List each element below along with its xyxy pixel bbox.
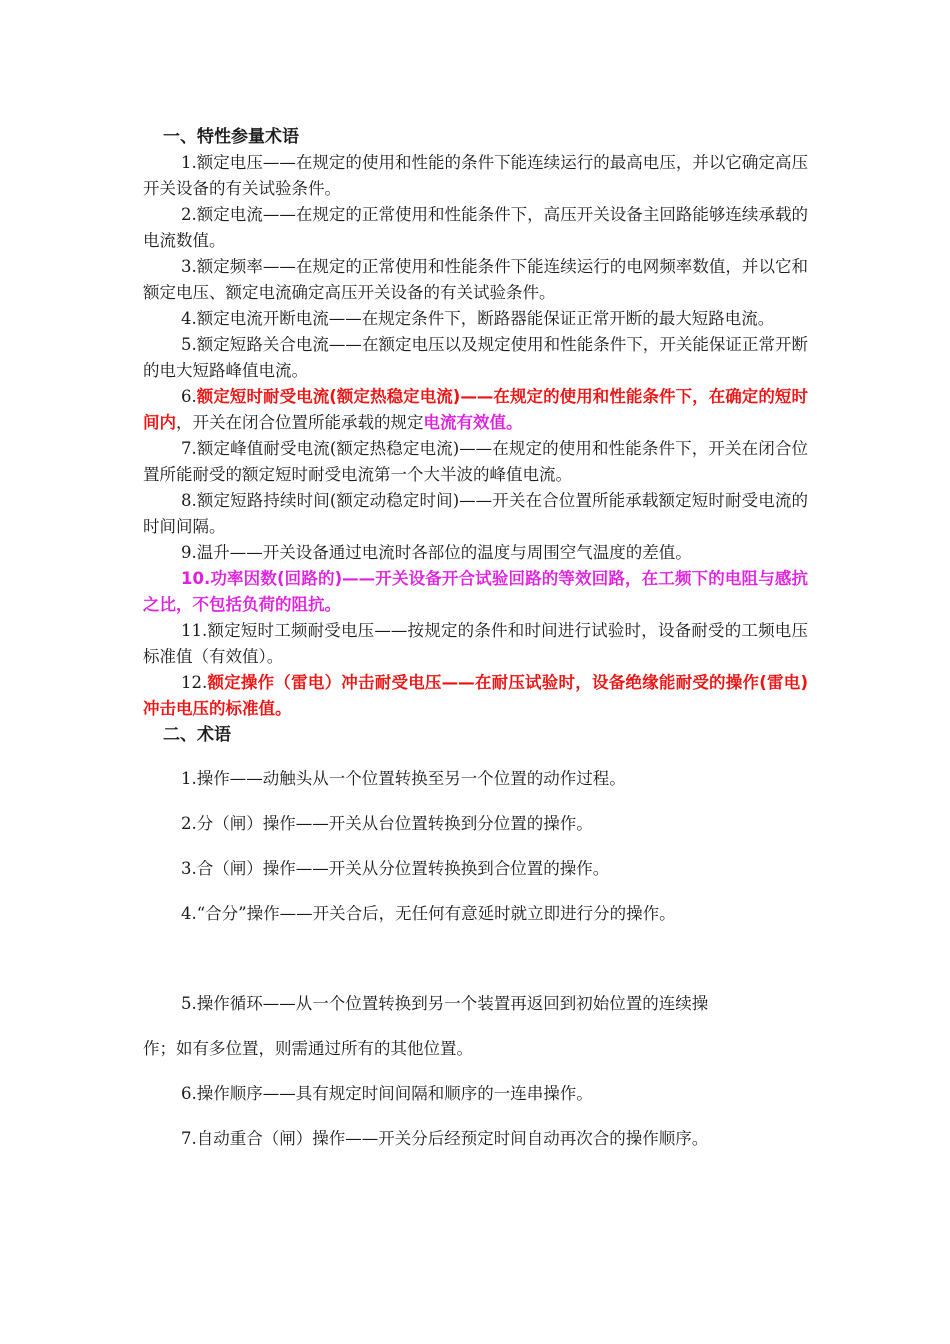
- op-item-3: 3.合（闸）操作——开关从分位置转换换到合位置的操作。: [181, 859, 610, 878]
- term-item-10: [143, 566, 808, 618]
- op-item-7: 7.自动重合（闸）操作——开关分后经预定时间自动再次合的操作顺序。: [181, 1129, 709, 1148]
- term-item-10-highlight-magenta: 功率因数(回路的)——开关设备开合试验回路的等效回路，在工频下的电阻与感抗之比，不包括负荷的阻抗。: [143, 569, 808, 614]
- term-item-4: 4.额定电流开断电流——在规定条件下，断路器能保证正常开断的最大短路电流。: [181, 309, 775, 328]
- term-item-5: 5.额定短路关合电流——在额定电压以及规定使用和性能条件下，开关能保证正常开断的电大短路峰值电流。: [143, 335, 808, 380]
- term-item-11: 11.额定短时工频耐受电压——按规定的条件和时间进行试验时，设备耐受的工频电压标准值（有效值）。: [143, 621, 808, 666]
- op-item-2: 2.分（闸）操作——开关从台位置转换到分位置的操作。: [181, 814, 593, 833]
- section1-title: 一、特性参量术语: [163, 127, 299, 147]
- term-item-6-plain: ，开关在闭合位置所能承载的规定: [176, 413, 424, 432]
- op-item-5-line2: 作；如有多位置，则需通过所有的其他位置。: [143, 1039, 473, 1058]
- op-item-4: 4.“合分”操作——开关合后，无任何有意延时就立即进行分的操作。: [181, 904, 676, 923]
- term-item-2: 2.额定电流——在规定的正常使用和性能条件下，高压开关设备主回路能够连续承载的电流数值。: [143, 205, 808, 250]
- section2-title: 二、术语: [163, 725, 231, 745]
- term-item-9: 9.温升——开关设备通过电流时各部位的温度与周围空气温度的差值。: [181, 543, 692, 562]
- term-item-8: 8.额定短路持续时间(额定动稳定时间)——开关在合位置所能承载额定短时耐受电流的时间间隔。: [143, 491, 808, 536]
- term-item-6-highlight-magenta: 电流有效值。: [423, 413, 523, 432]
- term-item-6-highlight-red: 额定短时耐受电流(额定热稳定电流)——在规定的使用和性能条件下，在确定的短时间内: [143, 387, 808, 432]
- term-item-12-number: 12.: [181, 673, 208, 692]
- op-item-6: 6.操作顺序——具有规定时间间隔和顺序的一连串操作。: [181, 1084, 593, 1103]
- term-item-12: [143, 670, 808, 722]
- term-item-1: 1.额定电压——在规定的使用和性能的条件下能连续运行的最高电压，并以它确定高压开关设备的有关试验条件。: [143, 153, 808, 198]
- op-item-1: 1.操作——动触头从一个位置转换至另一个位置的动作过程。: [181, 769, 626, 788]
- term-item-6-number: 6.: [181, 387, 197, 406]
- document-page: [143, 124, 808, 1152]
- term-item-6: [143, 384, 808, 436]
- term-item-10-number: 10.: [181, 569, 211, 588]
- term-item-7: 7.额定峰值耐受电流(额定热稳定电流)——在规定的使用和性能条件下，开关在闭合位置所能耐受的额定短时耐受电流第一个大半波的峰值电流。: [143, 439, 808, 484]
- term-item-3: 3.额定频率——在规定的正常使用和性能条件下能连续运行的电网频率数值，并以它和额定电压、额定电流确定高压开关设备的有关试验条件。: [143, 257, 808, 302]
- op-item-5-line1: 5.操作循环——从一个位置转换到另一个装置再返回到初始位置的连续操: [181, 994, 709, 1013]
- term-item-12-highlight-red: 额定操作（雷电）冲击耐受电压——在耐压试验时，设备绝缘能耐受的操作(雷电)冲击电压的标准值。: [143, 673, 808, 718]
